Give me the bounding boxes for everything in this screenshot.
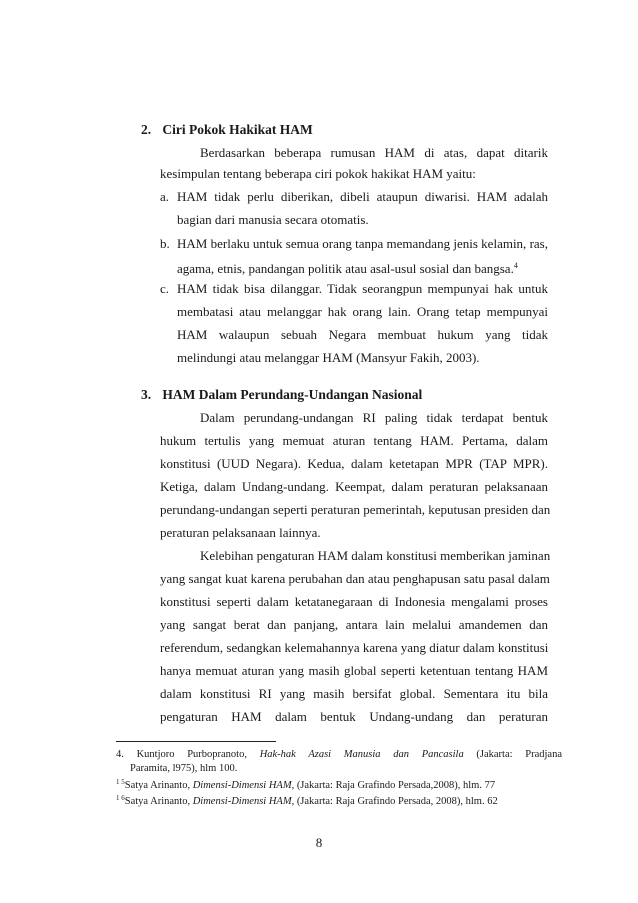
section-2-title: Ciri Pokok Hakikat HAM <box>162 122 313 137</box>
item-b-line-1: HAM berlaku untuk semua orang tanpa memandang jenis kelamin, ras, <box>177 236 548 251</box>
section-2-number: 2. <box>141 122 152 137</box>
footnote-5-title: Dimensi-Dimensi HAM <box>192 780 292 791</box>
item-c-line-1: HAM tidak bisa dilanggar. Tidak seorangpun mempunyai hak untuk <box>177 281 548 296</box>
item-b-line-2-text: agama, etnis, pandangan politik atau asal-usul sosial dan bangsa. <box>177 261 514 276</box>
footnote-6-author: Satya Arinanto, <box>124 796 191 807</box>
footnote-4-line-2: Paramita, l975), hlm 100. <box>130 763 238 774</box>
footnote-separator <box>116 741 276 742</box>
footnote-ref-4: 4 <box>513 261 518 270</box>
list-marker-a: a. <box>160 189 170 204</box>
footnote-6-rest: , (Jakarta: Raja Grafindo Persada, 2008), hlm. 62 <box>291 796 498 807</box>
para2-line-6: hanya memuat aturan yang masih global seperti ketentuan tentang HAM <box>160 663 548 678</box>
section-2-intro-line-1: Berdasarkan beberapa rumusan HAM di atas, dapat ditarik <box>200 145 548 160</box>
section-2-heading <box>141 122 561 138</box>
item-c-line-3: HAM walaupun sebuah Negara membuat hukum yang tidak <box>177 327 548 342</box>
footnote-6-mark: 1 6 <box>116 794 125 802</box>
footnote-5-mark: 1 5 <box>116 778 125 786</box>
item-c-line-2: membatasi atau melanggar hak orang lain. Orang tetap mempunyai <box>177 304 548 319</box>
footnote-4-title: Hak-hak Azasi Manusia dan Pancasila <box>259 749 464 760</box>
section-3-heading <box>141 387 561 403</box>
footnote-6 <box>116 792 498 808</box>
item-b-line-2 <box>177 258 577 277</box>
para2-line-8: pengaturan HAM dalam bentuk Undang-undang dan peraturan <box>160 709 548 724</box>
para1-line-1: Dalam perundang-undangan RI paling tidak terdapat bentuk <box>200 410 548 425</box>
para1-line-6: peraturan pelaksanaan lainnya. <box>160 525 321 540</box>
section-3-number: 3. <box>141 387 152 402</box>
para1-line-2: hukum tertulis yang memuat aturan tentang HAM. Pertama, dalam <box>160 433 548 448</box>
para2-line-4: yang sangat berat dan panjang, antara lain melalui amandemen dan <box>160 617 548 632</box>
footnote-5 <box>116 776 495 792</box>
footnote-5-author: Satya Arinanto, <box>124 780 191 791</box>
para2-line-1: Kelebihan pengaturan HAM dalam konstitusi memberikan jaminan <box>200 548 551 563</box>
item-c-line-4: melindungi atau melanggar HAM (Mansyur Fakih, 2003). <box>177 350 480 365</box>
item-a-line-1: HAM tidak perlu diberikan, dibeli ataupun diwarisi. HAM adalah <box>177 189 548 204</box>
para2-line-3: konstitusi seperti dalam ketatanegaraan di Indonesia mengalami proses <box>160 594 548 609</box>
list-marker-c: c. <box>160 281 170 296</box>
para2-line-5: referendum, sedangkan kelemahannya karena yang diatur dalam konstitusi <box>160 640 549 655</box>
para1-line-3: konstitusi (UUD Negara). Kedua, dalam ketetapan MPR (TAP MPR). <box>160 456 548 471</box>
footnote-4-publisher: (Jakarta: Pradjana <box>476 749 562 760</box>
page-number: 8 <box>315 835 323 850</box>
footnote-6-title: Dimensi-Dimensi HAM <box>192 796 292 807</box>
section-2-intro-line-2: kesimpulan tentang beberapa ciri pokok hakikat HAM yaitu: <box>160 166 476 181</box>
footnote-5-rest: , (Jakarta: Raja Grafindo Persada,2008), hlm. 77 <box>291 780 496 791</box>
section-3-title: HAM Dalam Perundang-Undangan Nasional <box>162 387 423 402</box>
item-a-line-2: bagian dari manusia secara otomatis. <box>177 212 369 227</box>
para2-line-2: yang sangat kuat karena perubahan dan atau penghapusan satu pasal dalam <box>160 571 550 586</box>
footnote-4-author: Kuntjoro Purbopranoto, <box>136 749 247 760</box>
para1-line-4: Ketiga, dalam Undang-undang. Keempat, dalam peraturan pelaksanaan <box>160 479 548 494</box>
para1-line-5: perundang-undangan seperti peraturan pemerintah, keputusan presiden dan <box>160 502 551 517</box>
footnote-4-line-1 <box>116 748 562 761</box>
footnote-4-mark: 4. <box>116 749 124 760</box>
list-marker-b: b. <box>160 236 170 251</box>
para2-line-7: dalam konstitusi RI yang masih bersifat global. Sementara itu bila <box>160 686 548 701</box>
